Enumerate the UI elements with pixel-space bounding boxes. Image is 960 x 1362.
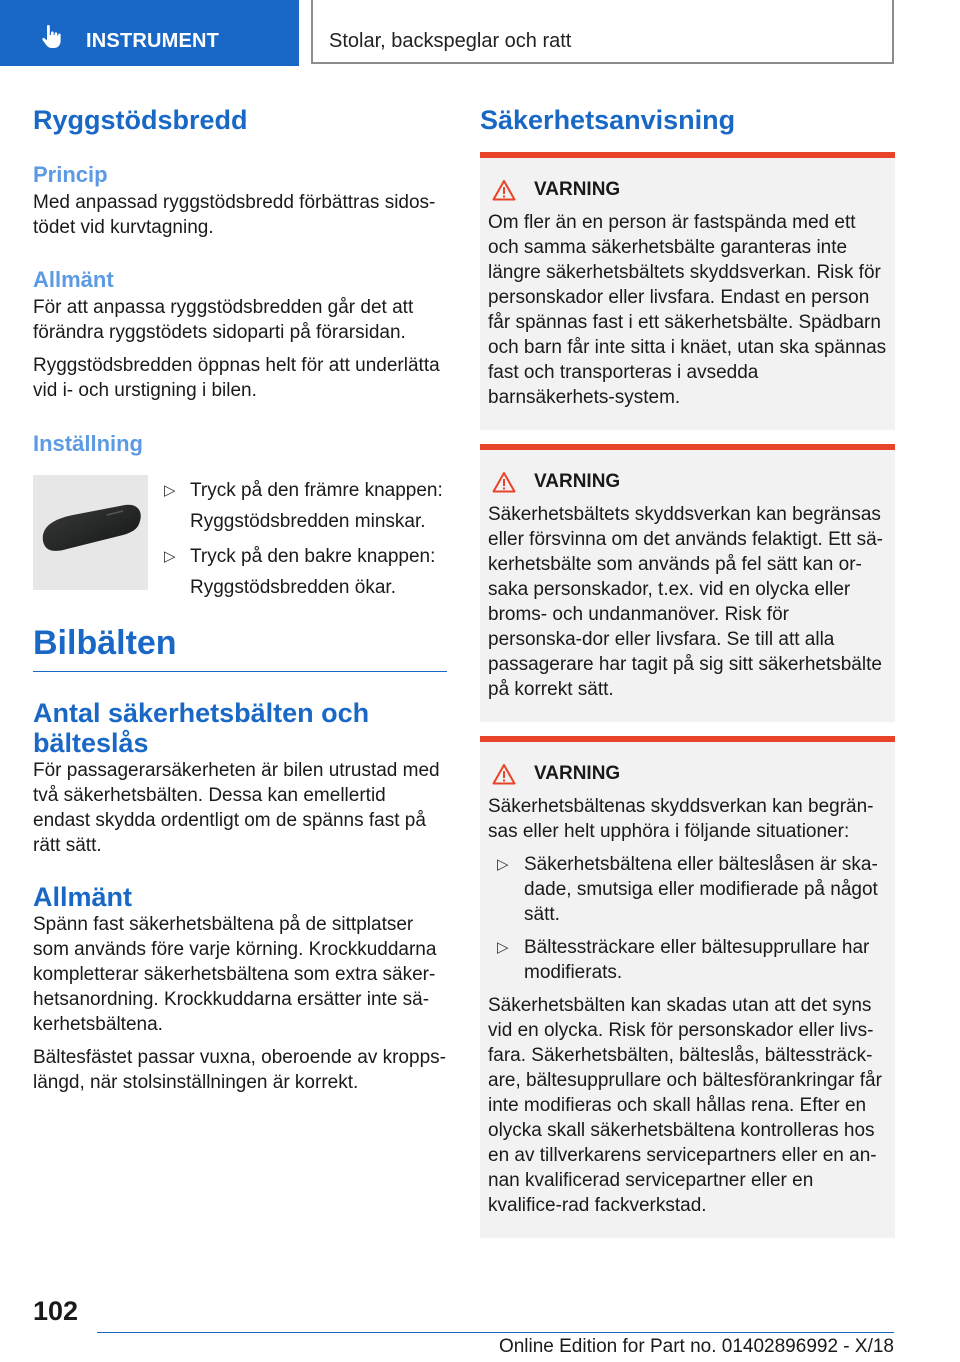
warning-intro: Säkerhetsbältenas skyddsverkan kan begrän-sas eller helt upphöra i följande situationer:: [488, 796, 874, 842]
heading-sakerhetsanvisning: Säkerhetsanvisning: [480, 105, 736, 135]
warning-bullet-text: Säkerhetsbältena eller bälteslåsen är ska-dade, smutsiga eller modifierade på något sätt.: [524, 854, 878, 925]
warning-triangle-icon: [492, 471, 516, 493]
left-column: [33, 100, 447, 1095]
step-action: Tryck på den bakre knappen:: [190, 546, 436, 567]
page-number: 102: [33, 1296, 79, 1326]
warning-box: [480, 152, 895, 430]
warning-triangle-icon: [492, 763, 516, 785]
footer-edition: Online Edition for Part no. 01402896992 - X/18: [498, 1336, 894, 1357]
chapter-tab[interactable]: [0, 0, 299, 66]
right-column: [480, 100, 895, 1238]
heading-allmant-2: Allmänt: [33, 882, 133, 912]
heading-antal-sakerhetsbalten: Antal säkerhetsbälten och bälteslås: [33, 698, 370, 758]
heading-allmant-1: Allmänt: [33, 267, 114, 292]
triangle-bullet-icon: ▷: [497, 939, 509, 956]
step-result: Ryggstödsbredden minskar.: [190, 511, 426, 532]
seat-button-icon: [33, 475, 148, 590]
warning-box: [480, 444, 895, 722]
heading-ryggstodsbredd: Ryggstödsbredd: [33, 105, 248, 135]
paragraph-princip: Med anpassad ryggstödsbredd förbättras sidos-tödet vid kurvtagning.: [33, 192, 436, 238]
step-item: [164, 475, 447, 506]
step-item: [164, 541, 447, 572]
settings-block: [33, 475, 447, 598]
warning-title-text: VARNING: [534, 763, 621, 784]
page-header: [0, 0, 960, 66]
paragraph-allmant-2a: Spänn fast säkerhetsbältena på de sittplatser som används före varje körning. Krockkuddarna kompletterar säkerhetsbältena som extra säker-hetsanordning. Krockkuddarna ersätter inte sä-kerhetsbältena.: [33, 914, 437, 1035]
warning-title: [488, 178, 887, 202]
triangle-bullet-icon: ▷: [497, 856, 509, 873]
paragraph-antal: För passagerarsäkerheten är bilen utrustad med två säkerhetsbälten. Dessa kan emellertid endast skydda ordentligt om de spänns fast på rätt sätt.: [33, 760, 440, 856]
warning-box: [480, 736, 895, 1238]
chapter-label: INSTRUMENT: [86, 30, 220, 52]
warning-title: [488, 470, 887, 494]
warning-bullet: [488, 852, 887, 927]
seat-width-button-image: [33, 475, 148, 590]
paragraph-allmant-2b: Bältesfästet passar vuxna, oberoende av kropps-längd, när stolsinställningen är korrekt.: [33, 1047, 446, 1093]
heading-installning: Inställning: [33, 431, 143, 456]
warning-text: Säkerhetsbältets skyddsverkan kan begränsas eller försvinna om det används felaktigt. Ett sä-kerhetsbälte som används på fel sätt kan or-saka personskador, t.ex. vid en olycka eller broms- och undanmanöver. Risk för personska-dor eller livsfara. Se till att alla passagerare har tagit på sig sitt säkerhetsbälte på korrekt sätt.: [488, 504, 883, 700]
heading-princip: Princip: [33, 162, 108, 187]
heading-rule: [33, 671, 447, 672]
paragraph-allmant-1a: För att anpassa ryggstödsbredden går det att förändra ryggstödets sidoparti på förarsidan.: [33, 297, 414, 343]
warning-title: [488, 762, 887, 786]
step-result: Ryggstödsbredden ökar.: [190, 577, 396, 598]
warning-title-text: VARNING: [534, 471, 621, 492]
heading-bilbalten: Bilbälten: [33, 624, 177, 662]
section-title: Stolar, backspeglar och ratt: [329, 30, 572, 52]
step-action: Tryck på den främre knappen:: [190, 480, 443, 501]
triangle-bullet-icon: ▷: [164, 548, 176, 565]
triangle-bullet-icon: ▷: [164, 482, 176, 499]
warning-text: Om fler än en person är fastspända med ett och samma säkerhetsbälte garanteras inte längre säkerhetsbältets skyddsverkan. Risk för personskador eller livsfara. Endast en person får spännas fast i ett säkerhetsbälte. Spädbarn och barn får inte sitta i knäet, utan ska spännas fast och transporteras i avsedda barnsäkerhets-system.: [488, 212, 887, 408]
warning-bullet: [488, 935, 887, 985]
warning-title-text: VARNING: [534, 179, 621, 200]
footer-rule: [97, 1332, 894, 1333]
section-title-box: [311, 0, 894, 64]
warning-text: Säkerhetsbälten kan skadas utan att det syns vid en olycka. Risk för personskador eller livs-fara. Säkerhetsbälten, bälteslås, bältessträck-are, bältesupprullare och bältesförankringar får inte modifieras och skall hållas rena. Efter en olycka skall säkerhetsbältena kontrolleras hos en av tillverkarens servicepartners eller en an-nan kvalificerad servicepartner eller en kvalifice-rad fackverkstad.: [488, 995, 882, 1216]
settings-steps: [164, 475, 447, 607]
paragraph-allmant-1b: Ryggstödsbredden öppnas helt för att underlätta vid i- och urstigning i bilen.: [33, 355, 440, 401]
warning-triangle-icon: [492, 179, 516, 201]
warning-bullet-text: Bältessträckare eller bältesupprullare har modifierats.: [524, 937, 870, 983]
hand-pointer-icon: [38, 22, 66, 50]
